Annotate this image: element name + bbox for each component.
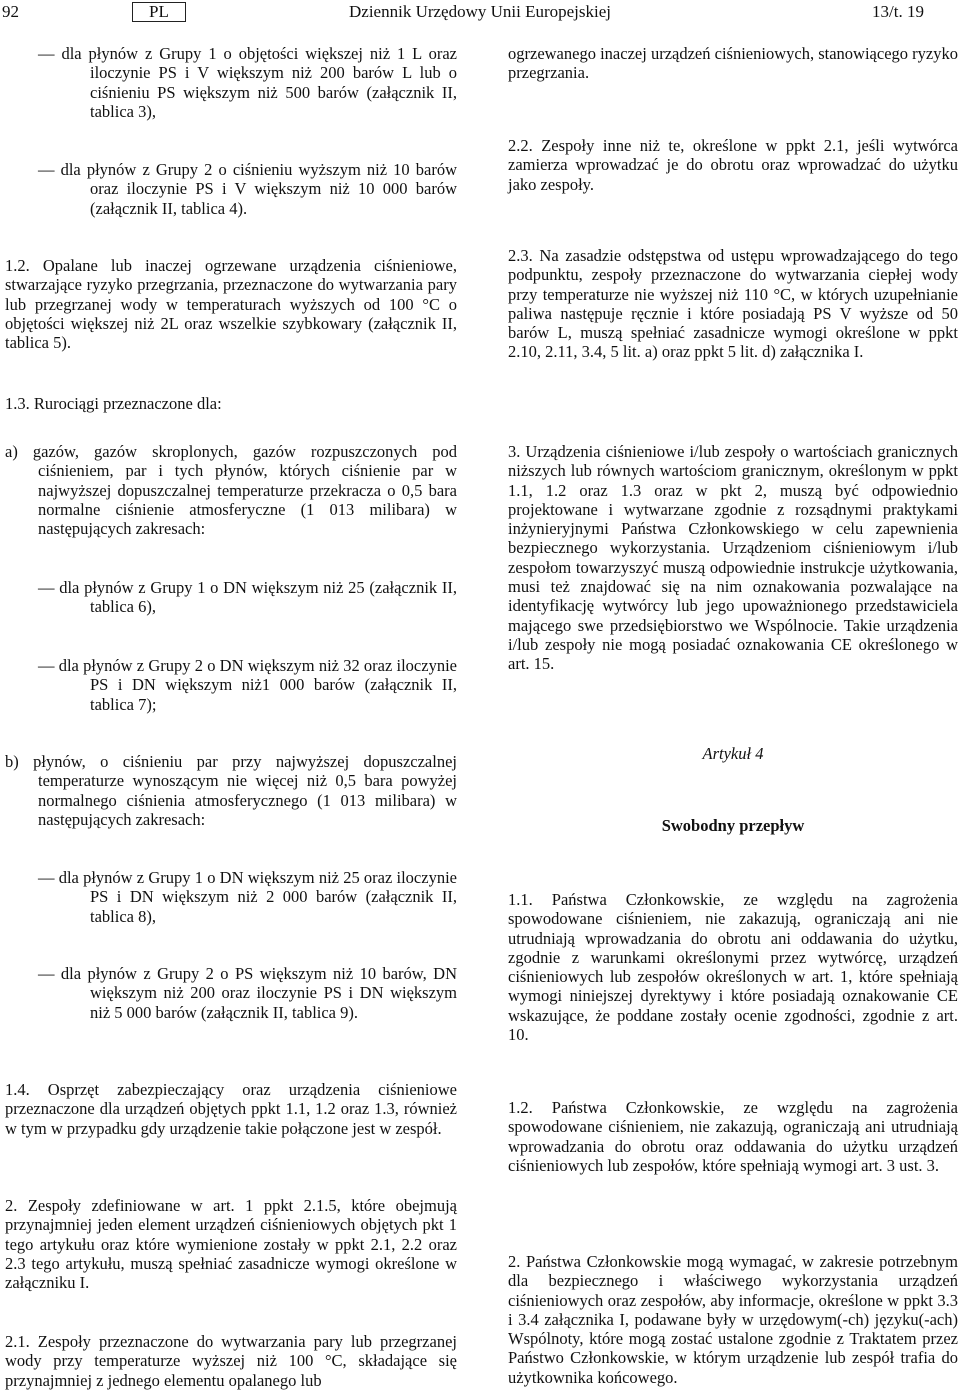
paragraph: 1.4. Osprzęt zabezpieczający oraz urządzenia ciśnieniowe przeznaczone dla urządzeń objętych ppkt 1.1, 1.2 oraz 1.3, również w tym w przypadku gdy urządzenie takie połączone jest w zespół. (5, 1080, 457, 1138)
paragraph: ogrzewanego inaczej urządzeń ciśnieniowych, stanowiącego ryzyko przegrzania. (508, 44, 958, 83)
article-title: Swobodny przepływ (661, 816, 805, 835)
list-item: a) gazów, gazów skroplonych, gazów rozpuszczonych pod ciśnieniem, par i tych płynów, których ciśnienie par w najwyższej dopuszczalnej temperaturze przekracza o 0,5 bara normalne ciśnienie atmosferyczne (1 013 milibara) w następujących zakresach: (5, 442, 457, 539)
paragraph: 2. Zespoły zdefiniowane w art. 1 ppkt 2.1.5, które obejmują przynajmniej jeden element urządzeń ciśnieniowych objętych pkt 1 tego artykułu oraz które wymienione zostały w ppkt 2.1, 2.2 oraz 2.3 tego artykułu, muszą spełniać zasadnicze wymogi określone w załączniku I. (5, 1196, 457, 1293)
paragraph: 1.3. Rurociągi przeznaczone dla: (5, 394, 222, 413)
language-box: PL (132, 2, 186, 22)
issue-number: 13/t. 19 (872, 2, 924, 21)
paragraph: 3. Urządzenia ciśnieniowe i/lub zespoły o wartościach granicznych niższych lub równych wartościom granicznym, określonym w ppkt 1.1, 1.2 oraz 1.3 oraz w pkt 2, muszą być odpowiednio projektowane i wytwarzane zgodnie z rozsądnymi praktykami inżynieryjnymi Państwa Członkowskiego w celu zapewnienia bezpiecznego wykorzystania. Urządzeniom ciśnieniowym i/lub zespołom towarzyszyć muszą odpowiednie instrukcje użytkowania, musi też znajdować się na nim oznakowania pozwalające na identyfikację wytwórcy lub jego upoważnionego przedstawiciela mającego swe przedsiębiorstwo we Wspólnocie. Takie urządzenia i/lub zespoły nie mogą posiadać oznakowania CE określonego w art. 15. (508, 442, 958, 674)
list-item: — dla płynów z Grupy 2 o ciśnieniu wyższym niż 10 barów oraz iloczynie PS i V większym niż 10 000 barów (załącznik II, tablica 4). (38, 160, 457, 218)
list-item: b) płynów, o ciśnieniu par przy najwyższej dopuszczalnej temperaturze wynoszącym nie więcej niż 0,5 bara powyżej normalnego ciśnienia atmosferycznego (1 013 milibara) w następujących zakresach: (5, 752, 457, 829)
list-item: — dla płynów z Grupy 1 o DN większym niż 25 (załącznik II, tablica 6), (38, 578, 457, 617)
paragraph: 1.1. Państwa Członkowskie, ze względu na zagrożenia spowodowane ciśnieniem, nie zakazują, ograniczają ani nie utrudniają wprowadzania do obrotu ani oddawania do użytku, zgodnie z warunkami określonymi przez wytwórcę, urządzeń ciśnieniowych lub zespołów określonych w art. 1, które spełniają wymogi niniejszej dyrektywy i które posiadają oznakowanie CE wskazujące, że poddane zostały ocenie zgodności, zgodnie z art. 10. (508, 890, 958, 1045)
list-item: — dla płynów z Grupy 2 o PS większym niż 10 barów, DN większym niż 200 oraz iloczynie PS i DN większym niż 5 000 barów (załącznik II, tablica 9). (38, 964, 457, 1022)
page-header (0, 0, 960, 26)
article-number: Artykuł 4 (702, 744, 764, 763)
paragraph: 1.2. Państwa Członkowskie, ze względu na zagrożenia spowodowane ciśnieniem, nie zakazują, ograniczają ani utrudniają wprowadzania do obrotu oraz oddawania do użytku urządzeń ciśnieniowych lub zespołów, które spełniają wymogi art. 3 ust. 3. (508, 1098, 958, 1175)
paragraph: 1.2. Opalane lub inaczej ogrzewane urządzenia ciśnieniowe, stwarzające ryzyko przegrzania, przeznaczone do wytwarzania pary lub przegrzanej wody w temperaturach wyższych od 100 °C o objętości większej niż 2L oraz wszelkie szybkowary (załącznik II, tablica 5). (5, 256, 457, 353)
list-item: — dla płynów z Grupy 2 o DN większym niż 32 oraz iloczynie PS i DN większym niż1 000 barów (załącznik II, tablica 7); (38, 656, 457, 714)
list-item: — dla płynów z Grupy 1 o DN większym niż 25 oraz iloczynie PS i DN większym niż 2 000 barów (załącznik II, tablica 8), (38, 868, 457, 926)
paragraph: 2.2. Zespoły inne niż te, określone w ppkt 2.1, jeśli wytwórca zamierza wprowadzać je do obrotu oraz wprowadzać do użytku jako zespoły. (508, 136, 958, 194)
paragraph: 2. Państwa Członkowskie mogą wymagać, w zakresie potrzebnym dla bezpiecznego i właściwego wykorzystania urządzeń ciśnieniowych oraz zespołów, aby informacje, określone w ppkt 3.3 i 3.4 załącznika I, podawane były w urzędowym(-ch) języku(-ach) Wspólnoty, które mogą zostać ustalone zgodnie z Traktatem przez Państwo Członkowskie, w którym urządzenie lub zespół trafia do użytkownika końcowego. (508, 1252, 958, 1387)
paragraph: 2.3. Na zasadzie odstępstwa od ustępu wprowadzającego do tego podpunktu, zespoły przeznaczone do wytwarzania ciepłej wody przy temperaturze nie wyższej niż 110 °C, w których uzupełnianie paliwa następuje ręcznie i które posiadają PS V wyższe od 50 barów L, muszą spełniać zasadnicze wymogi określone w ppkt 2.10, 2.11, 3.4, 5 lit. a) oraz ppkt 5 lit. d) załącznika I. (508, 246, 958, 362)
list-item: — dla płynów z Grupy 1 o objętości większej niż 1 L oraz iloczynie PS i V większym niż 200 barów L lub o ciśnieniu PS większym niż 500 barów (załącznik II, tablica 3), (38, 44, 457, 121)
journal-title: Dziennik Urzędowy Unii Europejskiej (349, 2, 612, 21)
page-number: 92 (2, 2, 19, 21)
paragraph: 2.1. Zespoły przeznaczone do wytwarzania pary lub przegrzanej wody przy temperaturze wyższej niż 100 °C, składające się przynajmniej z jednego elementu opalanego lub (5, 1332, 457, 1390)
